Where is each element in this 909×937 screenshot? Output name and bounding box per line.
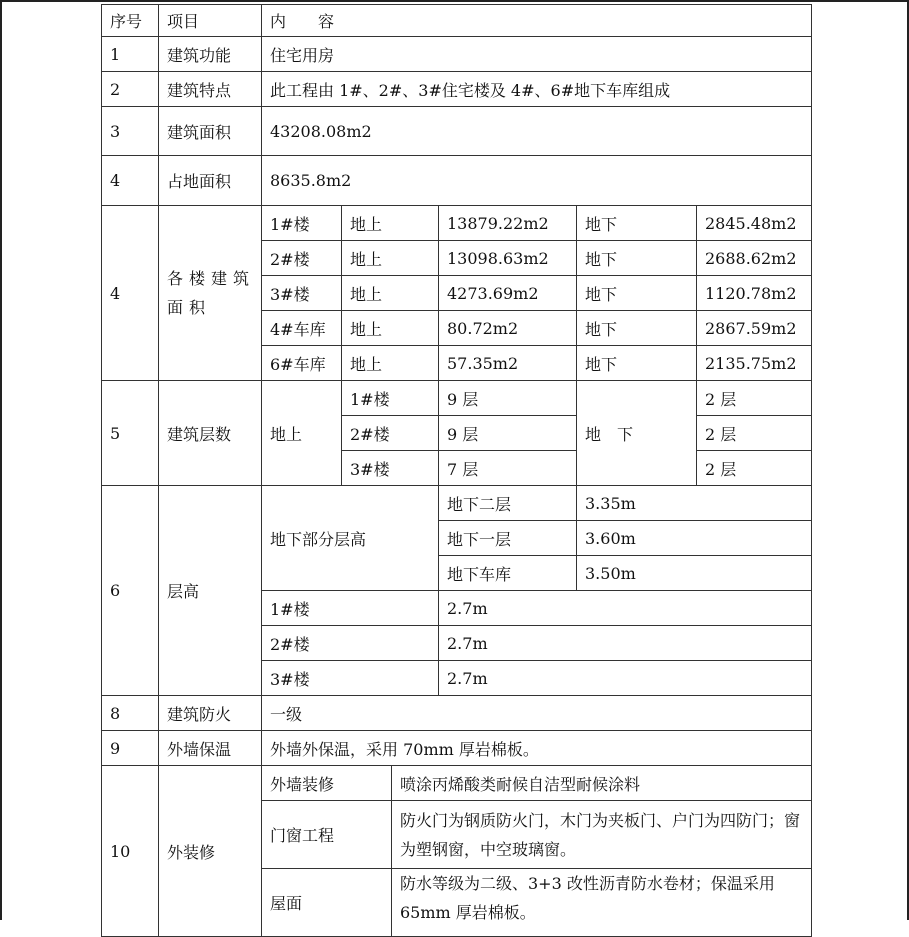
building-name: 3#楼 [342, 451, 439, 486]
row-number: 3 [102, 107, 159, 156]
above-label: 地上 [342, 311, 439, 346]
row-item: 建筑特点 [159, 72, 262, 107]
row-item: 建筑防火 [159, 696, 262, 731]
basement-height: 3.50m [577, 556, 812, 591]
building-name: 2#楼 [262, 241, 342, 276]
row-item: 层高 [159, 486, 262, 696]
row-number: 4 [102, 206, 159, 381]
floor-height: 2.7m [439, 591, 812, 626]
row-value: 一级 [262, 696, 812, 731]
below-label: 地下 [577, 206, 697, 241]
building-name: 2#楼 [262, 626, 439, 661]
below-label: 地下 [577, 311, 697, 346]
building-name: 1#楼 [342, 381, 439, 416]
row-number: 8 [102, 696, 159, 731]
building-name: 2#楼 [342, 416, 439, 451]
row-number: 1 [102, 37, 159, 72]
above-label: 地上 [342, 276, 439, 311]
above-label: 地上 [342, 346, 439, 381]
basement-level: 地下车库 [439, 556, 577, 591]
below-label: 地下 [577, 241, 697, 276]
floor-height: 2.7m [439, 626, 812, 661]
basement-height: 3.60m [577, 521, 812, 556]
basement-level: 地下一层 [439, 521, 577, 556]
finish-description: 防火门为钢质防火门，木门为夹板门、户门为四防门；窗为塑钢窗，中空玻璃窗。 [392, 801, 812, 869]
row-number: 2 [102, 72, 159, 107]
page-left-border [0, 0, 2, 920]
row-value: 外墙外保温，采用 70mm 厚岩棉板。 [262, 731, 812, 766]
row-number: 9 [102, 731, 159, 766]
row-value: 8635.8m2 [262, 156, 812, 206]
header-row [102, 5, 812, 37]
table-row [102, 696, 812, 731]
row-number: 6 [102, 486, 159, 696]
building-name: 4#车库 [262, 311, 342, 346]
above-floors: 9 层 [439, 381, 577, 416]
above-label: 地上 [342, 241, 439, 276]
below-floors: 2 层 [697, 451, 812, 486]
above-area: 80.72m2 [439, 311, 577, 346]
row-item: 外装修 [159, 766, 262, 937]
table-row [102, 107, 812, 156]
row-item: 占地面积 [159, 156, 262, 206]
header-item: 项目 [159, 5, 262, 37]
below-area: 2867.59m2 [697, 311, 812, 346]
row-number: 10 [102, 766, 159, 937]
row-item: 建筑层数 [159, 381, 262, 486]
finish-part: 屋面 [262, 869, 392, 937]
below-area: 1120.78m2 [697, 276, 812, 311]
row-item: 建筑面积 [159, 107, 262, 156]
row-number: 5 [102, 381, 159, 486]
building-name: 6#车库 [262, 346, 342, 381]
above-label: 地上 [262, 381, 342, 486]
table-row [102, 731, 812, 766]
header-seq: 序号 [102, 5, 159, 37]
finish-part: 门窗工程 [262, 801, 392, 869]
row-item: 建筑功能 [159, 37, 262, 72]
below-area: 2845.48m2 [697, 206, 812, 241]
header-content: 内 容 [262, 5, 812, 37]
building-name: 3#楼 [262, 276, 342, 311]
row-item: 各楼建筑面积 [159, 206, 262, 381]
below-floors: 2 层 [697, 416, 812, 451]
below-area: 2135.75m2 [697, 346, 812, 381]
building-overview-table [101, 4, 812, 937]
finish-description: 喷涂丙烯酸类耐候自洁型耐候涂料 [392, 766, 812, 801]
finish-description: 防水等级为二级、3+3 改性沥青防水卷材；保温采用 65mm 厚岩棉板。 [392, 869, 812, 937]
building-name: 1#楼 [262, 206, 342, 241]
table-row [102, 486, 812, 521]
below-label: 地下 [577, 346, 697, 381]
finish-part: 外墙装修 [262, 766, 392, 801]
below-label: 地 下 [577, 381, 697, 486]
row-number: 4 [102, 156, 159, 206]
table-row [102, 766, 812, 801]
building-name: 3#楼 [262, 661, 439, 696]
above-area: 4273.69m2 [439, 276, 577, 311]
basement-label: 地下部分层高 [262, 486, 439, 591]
basement-level: 地下二层 [439, 486, 577, 521]
table-row [102, 156, 812, 206]
building-name: 1#楼 [262, 591, 439, 626]
row-value: 住宅用房 [262, 37, 812, 72]
table-row [102, 37, 812, 72]
above-area: 13098.63m2 [439, 241, 577, 276]
above-area: 57.35m2 [439, 346, 577, 381]
table-row [102, 72, 812, 107]
page-top-border [0, 0, 909, 2]
below-area: 2688.62m2 [697, 241, 812, 276]
table-row [102, 381, 812, 416]
table-row [102, 206, 812, 241]
below-label: 地下 [577, 276, 697, 311]
row-item: 外墙保温 [159, 731, 262, 766]
above-label: 地上 [342, 206, 439, 241]
above-area: 13879.22m2 [439, 206, 577, 241]
below-floors: 2 层 [697, 381, 812, 416]
floor-height: 2.7m [439, 661, 812, 696]
above-floors: 9 层 [439, 416, 577, 451]
row-value: 43208.08m2 [262, 107, 812, 156]
row-value: 此工程由 1#、2#、3#住宅楼及 4#、6#地下车库组成 [262, 72, 812, 107]
basement-height: 3.35m [577, 486, 812, 521]
above-floors: 7 层 [439, 451, 577, 486]
